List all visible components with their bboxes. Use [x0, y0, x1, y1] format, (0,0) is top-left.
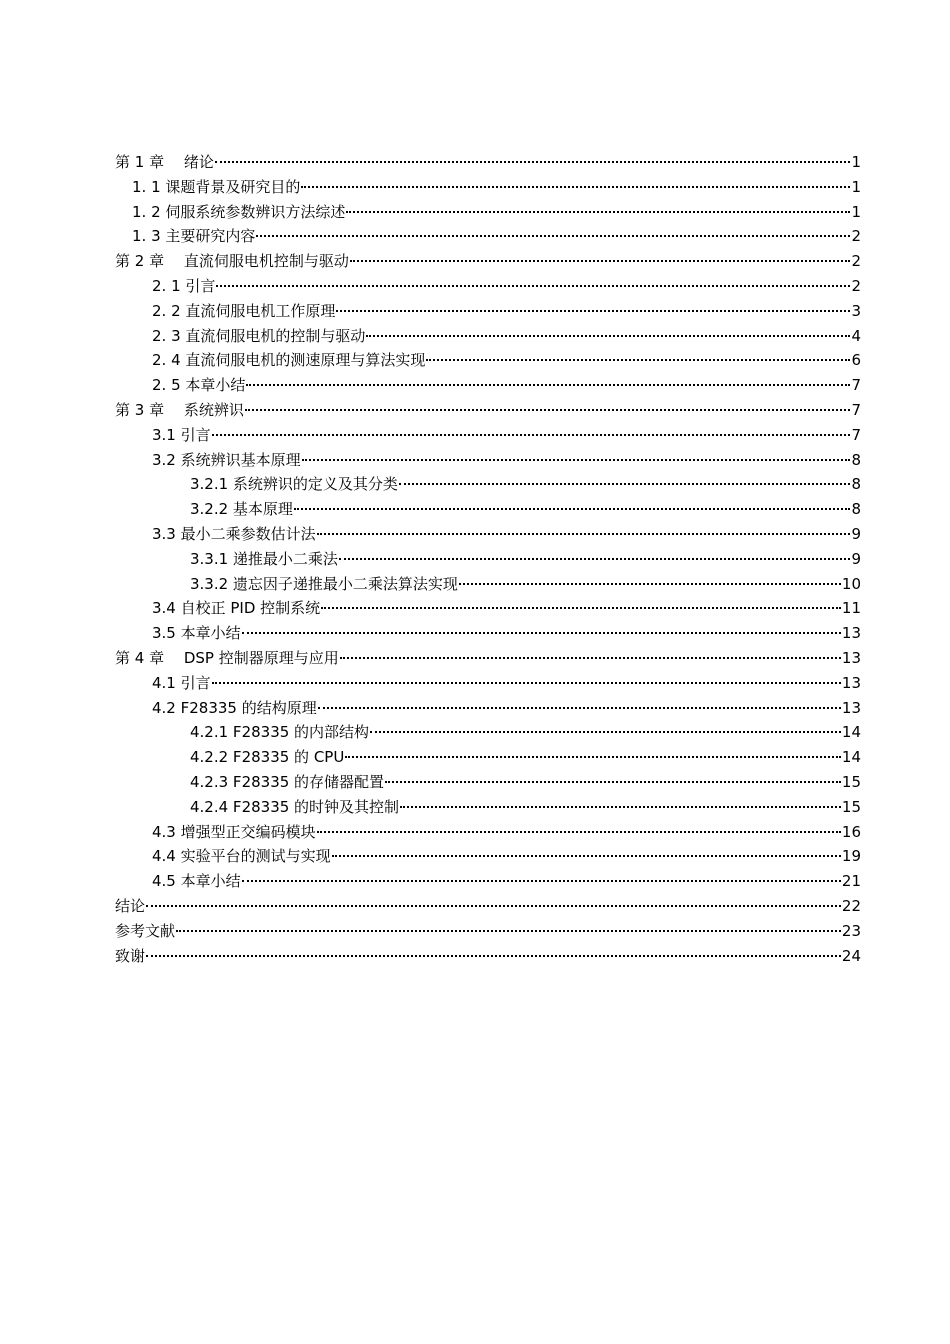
toc-entry[interactable]: [115, 671, 861, 696]
toc-dot-leader: [216, 285, 850, 287]
toc-entry[interactable]: [115, 324, 861, 349]
toc-entry[interactable]: [115, 919, 861, 944]
toc-entry-title: 3.3 最小二乘参数估计法: [152, 524, 316, 543]
toc-entry-page-number: 7: [851, 400, 861, 419]
toc-entry-title: 4.2.1 F28335 的内部结构: [190, 723, 370, 742]
toc-entry[interactable]: [115, 522, 861, 547]
toc-entry-page-number: 14: [841, 723, 861, 742]
toc-entry-title: 致谢: [115, 946, 146, 965]
toc-dot-leader: [212, 682, 841, 684]
toc-entry-title: 3.2 系统辨识基本原理: [152, 450, 301, 469]
toc-entry[interactable]: [115, 348, 861, 373]
toc-entry[interactable]: [115, 820, 861, 845]
toc-entry-title: 3.2.2 基本原理: [190, 500, 293, 519]
toc-dot-leader: [294, 508, 851, 510]
toc-dot-leader: [321, 607, 841, 609]
toc-dot-leader: [242, 632, 841, 634]
toc-entry[interactable]: [115, 547, 861, 572]
toc-dot-leader: [146, 905, 841, 907]
toc-entry[interactable]: [115, 299, 861, 324]
toc-entry[interactable]: [115, 596, 861, 621]
toc-entry[interactable]: [115, 423, 861, 448]
toc-entry-page-number: 13: [841, 673, 861, 692]
toc-entry-title: 4.3 增强型正交编码模块: [152, 822, 316, 841]
toc-dot-leader: [176, 930, 841, 932]
toc-dot-leader: [426, 359, 850, 361]
toc-entry-page-number: 13: [841, 624, 861, 643]
toc-entry-page-number: 13: [841, 698, 861, 717]
toc-dot-leader: [317, 831, 841, 833]
toc-entry[interactable]: [115, 175, 861, 200]
toc-entry-page-number: 8: [851, 475, 861, 494]
toc-entry-page-number: 10: [841, 574, 861, 593]
toc-entry-title: 3.5 本章小结: [152, 624, 241, 643]
toc-entry-page-number: 6: [851, 351, 861, 370]
toc-entry-page-number: 7: [851, 425, 861, 444]
toc-entry-title: 4.1 引言: [152, 673, 211, 692]
toc-entry-title: 结论: [115, 896, 146, 915]
toc-entry[interactable]: [115, 745, 861, 770]
toc-entry-page-number: 16: [841, 822, 861, 841]
toc-dot-leader: [242, 880, 841, 882]
toc-dot-leader: [301, 186, 850, 188]
toc-entry-page-number: 15: [841, 797, 861, 816]
toc-entry-page-number: 19: [841, 847, 861, 866]
toc-entry[interactable]: [115, 200, 861, 225]
toc-entry-title: 1. 1 课题背景及研究目的: [132, 177, 301, 196]
toc-entry[interactable]: [115, 646, 861, 671]
toc-dot-leader: [317, 533, 851, 535]
toc-dot-leader: [246, 384, 850, 386]
toc-entry-title: 第 1 章 绪论: [115, 153, 214, 171]
toc-entry-title: 4.2.2 F28335 的 CPU: [190, 748, 345, 767]
toc-entry-title: 2. 4 直流伺服电机的测速原理与算法实现: [152, 351, 426, 370]
toc-dot-leader: [400, 806, 841, 808]
toc-entry-title: 参考文献: [115, 921, 176, 940]
toc-entry-page-number: 9: [851, 549, 861, 568]
toc-entry-page-number: 15: [841, 772, 861, 791]
toc-entry-page-number: 8: [851, 450, 861, 469]
toc-dot-leader: [339, 558, 851, 560]
toc-entry-page-number: 23: [841, 921, 861, 940]
toc-entry-page-number: 22: [841, 896, 861, 915]
toc-entry-page-number: 21: [841, 872, 861, 891]
toc-entry-title: 第 3 章 系统辨识: [115, 400, 244, 419]
toc-dot-leader: [345, 756, 841, 758]
toc-entry-title: 3.3.1 递推最小二乘法: [190, 549, 338, 568]
toc-entry-page-number: 1: [851, 202, 861, 221]
toc-entry[interactable]: [115, 869, 861, 894]
toc-entry[interactable]: [115, 720, 861, 745]
toc-dot-leader: [336, 310, 850, 312]
toc-entry[interactable]: [115, 795, 861, 820]
toc-entry-page-number: 2: [851, 227, 861, 246]
toc-dot-leader: [340, 657, 841, 659]
toc-entry[interactable]: [115, 572, 861, 597]
toc-entry-page-number: 9: [851, 524, 861, 543]
toc-entry[interactable]: [115, 150, 861, 175]
toc-dot-leader: [346, 211, 850, 213]
toc-entry[interactable]: [115, 249, 861, 274]
toc-entry-page-number: 2: [851, 276, 861, 295]
toc-entry[interactable]: [115, 770, 861, 795]
toc-dot-leader: [318, 707, 841, 709]
toc-entry-title: 第 4 章 DSP 控制器原理与应用: [115, 648, 339, 667]
toc-dot-leader: [302, 459, 851, 461]
toc-dot-leader: [212, 434, 851, 436]
toc-entry-title: 1. 2 伺服系统参数辨识方法综述: [132, 202, 346, 221]
toc-entry[interactable]: [115, 894, 861, 919]
toc-entry[interactable]: [115, 398, 861, 423]
toc-dot-leader: [350, 260, 851, 262]
toc-entry-page-number: 1: [851, 153, 861, 171]
toc-entry-title: 4.2.4 F28335 的时钟及其控制: [190, 797, 400, 816]
toc-entry-page-number: 7: [851, 376, 861, 395]
toc-dot-leader: [399, 483, 851, 485]
toc-entry-title: 4.2 F28335 的结构原理: [152, 698, 317, 717]
toc-dot-leader: [370, 731, 841, 733]
toc-dot-leader: [256, 235, 850, 237]
toc-entry-title: 2. 3 直流伺服电机的控制与驱动: [152, 326, 366, 345]
toc-entry[interactable]: [115, 944, 861, 969]
toc-dot-leader: [245, 409, 851, 411]
toc-entry-title: 2. 1 引言: [152, 276, 216, 295]
toc-entry-title: 3.4 自校正 PID 控制系统: [152, 599, 321, 618]
toc-entry-page-number: 24: [841, 946, 861, 965]
toc-entry-page-number: 2: [851, 252, 861, 271]
toc-entry-page-number: 11: [841, 599, 861, 618]
toc-dot-leader: [459, 583, 841, 585]
toc-entry-page-number: 8: [851, 500, 861, 519]
toc-entry-title: 3.3.2 遗忘因子递推最小二乘法算法实现: [190, 574, 458, 593]
toc-entry[interactable]: [115, 621, 861, 646]
toc-entry[interactable]: [115, 497, 861, 522]
toc-entry-title: 第 2 章 直流伺服电机控制与驱动: [115, 252, 349, 271]
toc-entry-page-number: 3: [851, 301, 861, 320]
toc-dot-leader: [366, 335, 850, 337]
toc-entry[interactable]: [115, 274, 861, 299]
toc-entry[interactable]: [115, 224, 861, 249]
toc-entry-title: 2. 5 本章小结: [152, 376, 246, 395]
toc-entry-title: 3.2.1 系统辨识的定义及其分类: [190, 475, 398, 494]
toc-entry[interactable]: [115, 472, 861, 497]
toc-entry-title: 4.5 本章小结: [152, 872, 241, 891]
toc-dot-leader: [215, 161, 851, 163]
toc-entry-title: 3.1 引言: [152, 425, 211, 444]
toc-entry-title: 4.4 实验平台的测试与实现: [152, 847, 331, 866]
toc-entry-title: 4.2.3 F28335 的存储器配置: [190, 772, 385, 791]
table-of-contents: [115, 150, 861, 968]
toc-entry[interactable]: [115, 448, 861, 473]
toc-entry-title: 2. 2 直流伺服电机工作原理: [152, 301, 336, 320]
toc-entry[interactable]: [115, 844, 861, 869]
toc-entry-title: 1. 3 主要研究内容: [132, 227, 256, 246]
toc-entry-page-number: 14: [841, 748, 861, 767]
toc-entry-page-number: 4: [851, 326, 861, 345]
toc-entry-page-number: 1: [851, 177, 861, 196]
toc-dot-leader: [146, 955, 841, 957]
toc-dot-leader: [332, 855, 841, 857]
toc-entry[interactable]: [115, 373, 861, 398]
toc-entry-page-number: 13: [841, 648, 861, 667]
toc-dot-leader: [385, 781, 841, 783]
toc-entry[interactable]: [115, 696, 861, 721]
